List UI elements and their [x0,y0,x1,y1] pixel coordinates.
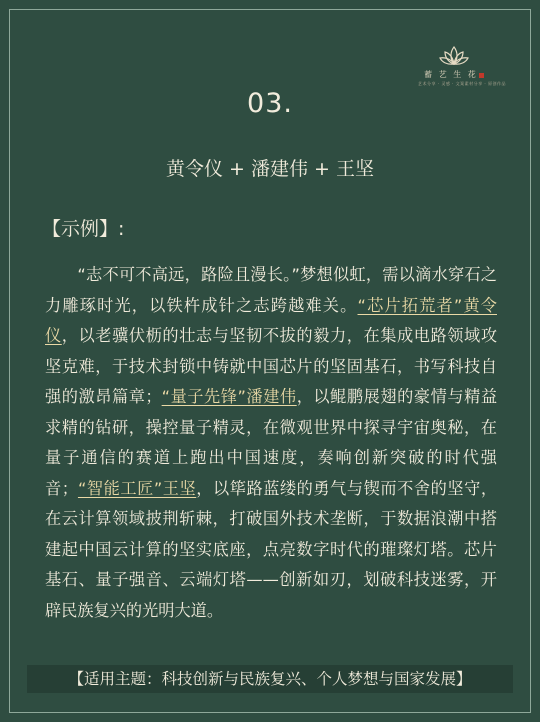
logo-title: 蓄 艺 生 花 [418,69,490,80]
paragraph-text: ，以筚路蓝缕的勇气与锲而不舍的坚守，在云计算领域披荆斩棘，打破国外技术垄断，于数据浪潮中搭建起中国云计算的坚实底座，点亮数字时代的璀璨灯塔。芯片基石、量子强音、云端灯塔——创新如刃，划破科技迷雾，开辟民族复兴的光明大道。 [45,478,498,620]
paragraph-text: ，以鲲鹏展翅的豪情与精益求精的钻研，操控量子精灵，在微观世界中探寻宇宙奥秘，在量子通信的赛道上跑出中国速度，奏响创新突破的时代强音； [45,387,498,498]
example-label: 【示例】: [42,218,125,240]
lotus-icon [439,46,469,66]
example-paragraph [45,260,497,626]
paragraph-text: ，以老骥伏枥的壮志与坚韧不拔的毅力，在集成电路领域攻坚克难，于技术封锁中铸就中国芯片的坚固基石，书写科技自强的激昂篇章； [45,326,498,406]
highlight-wang-jian: “智能工匠”王坚 [77,478,197,498]
seal-stamp [479,73,484,78]
highlight-pan-jianwei: “量子先锋”潘建伟 [161,387,297,406]
logo-subtitle: 艺术分享 · 灵感 · 文案素材分享 · 原创作品 [418,81,506,86]
section-number: 03. [247,88,293,119]
highlight-huang-lingyi: “芯片拓荒者”黄令仪 [45,295,497,345]
paragraph-text: “志不可不高远，路险且漫长。”梦想似虹，需以滴水穿石之力雕琢时光，以铁杵成针之志跨越难关。 [45,265,497,315]
section-title: 黄令仪 + 潘建伟 + 王坚 [166,158,374,180]
theme-banner: 【适用主题：科技创新与民族复兴、个人梦想与国家发展】 [27,665,513,693]
